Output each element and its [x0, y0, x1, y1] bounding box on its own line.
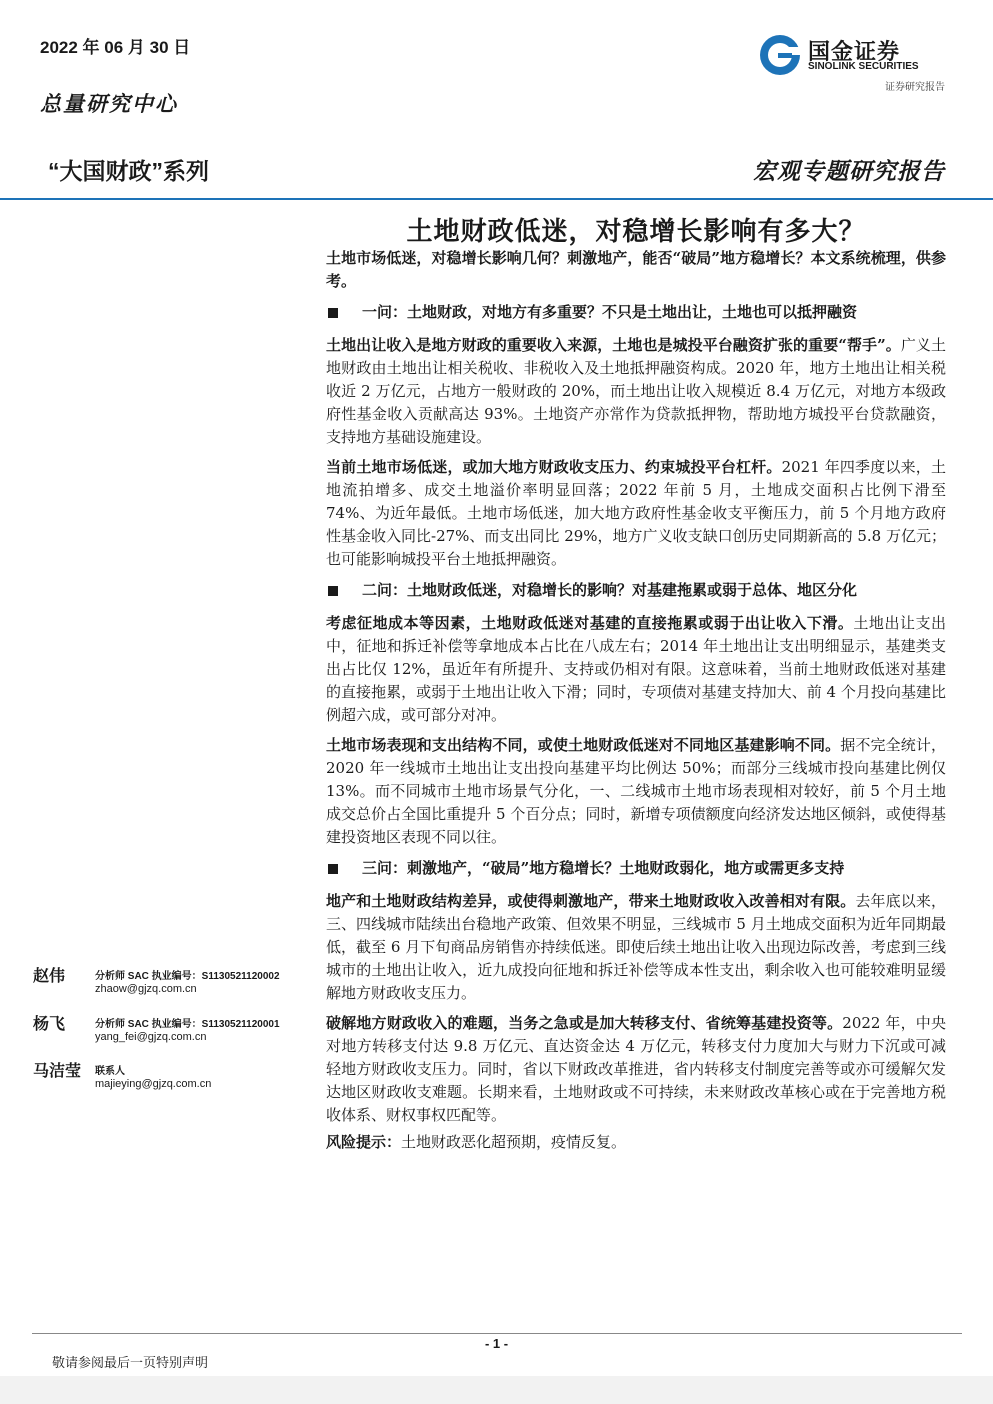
author-email[interactable]: yang_fei@gjzq.com.cn — [95, 1031, 207, 1043]
page-number: - 1 - — [484, 1336, 509, 1351]
paragraph-lead: 地产和土地财政结构差异，或使得刺激地产，带来土地财政收入改善相对有限。 — [326, 892, 856, 910]
bottom-bar — [0, 1376, 993, 1404]
paragraph-lead: 当前土地市场低迷，或加大地方财政收支压力、约束城投平台杠杆。 — [326, 458, 782, 476]
series-name: “大国财政”系列 — [48, 158, 209, 184]
report-category: 证券研究报告 — [885, 82, 945, 93]
author-role: 联系人 — [95, 1066, 125, 1077]
risk-label: 风险提示： — [326, 1133, 402, 1151]
paragraph-body: 土地出让支出中，征地和拆迁补偿等拿地成本占比在八成左右；2014 年土地出让支出明细显示，基建类支出占比仅 12%，虽近年有所提升、支持或仍相对有限。这意味着，当前土地财政低迷对基建的直接拖累，或弱于土地出让收入下滑；同时，专项债对基建支持加大、前 4 个月投向基建比例超六成，或可部分对冲。 — [326, 614, 946, 724]
section-heading — [326, 579, 946, 602]
header-divider — [0, 198, 993, 200]
section-heading — [326, 301, 946, 324]
author-role: 分析师 SAC 执业编号：S1130521120002 — [95, 971, 280, 982]
paragraph — [326, 334, 946, 449]
paragraph-lead: 土地出让收入是地方财政的重要收入来源，土地也是城投平台融资扩张的重要“帮手”。 — [326, 336, 901, 354]
author-name: 赵伟 — [33, 966, 66, 985]
author-name: 马洁莹 — [33, 1061, 82, 1080]
report-type: 宏观专题研究报告 — [753, 158, 945, 185]
bullet-square-icon — [328, 308, 338, 318]
footer-disclaimer: 敬请参阅最后一页特别声明 — [52, 1356, 209, 1371]
intro-summary: 土地市场低迷，对稳增长影响几何？刺激地产，能否“破局”地方稳增长？本文系统梳理，供参考。 — [326, 249, 946, 290]
footer-divider — [32, 1333, 962, 1334]
section-heading-text: 三问：刺激地产，“破局”地方稳增长？土地财政弱化，地方或需更多支持 — [362, 859, 845, 877]
paragraph-body: 据不完全统计，2020 年一线城市土地出让支出投向基建平均比例达 50%；而部分三线城市投向基建比例仅 13%。而不同城市土地市场景气分化，一、二线城市土地市场表现相对较好，前 5 个月土地成交总价占全国比重提升 5 个百分点；同时，新增专项债额度向经济发达地区倾斜，或使得基建投资地区表现不同以往。 — [326, 736, 946, 846]
logo-text-en: SINOLINK SECURITIES — [808, 61, 919, 72]
risk-note — [326, 1131, 626, 1152]
logo-text-cn: 国金证券 — [808, 39, 901, 64]
bullet-square-icon — [328, 864, 338, 874]
paragraph — [326, 1012, 946, 1127]
main-column — [326, 247, 946, 1134]
author-email[interactable]: zhaow@gjzq.com.cn — [95, 983, 197, 995]
logo-mark-icon — [758, 33, 802, 77]
paragraph — [326, 456, 946, 571]
paragraph — [326, 734, 946, 849]
report-title: 土地财政低迷，对稳增长影响有多大？ — [406, 217, 866, 247]
paragraph-body: 2022 年，中央对地方转移支付达 9.8 万亿元、直达资金达 4 万亿元，转移支付力度加大与财力下沉或可减轻地方财政收支压力。同时，省以下财政改革推进，省内转移支付制度完善等或亦可缓解欠发达地区财政收支难题。长期来看，土地财政或不可持续，未来财政改革核心或在于完善地方税收体系、财权事权匹配等。 — [326, 1014, 946, 1124]
paragraph — [326, 890, 946, 1005]
section-heading — [326, 857, 946, 880]
author-role: 分析师 SAC 执业编号：S1130521120001 — [95, 1019, 280, 1030]
paragraph — [326, 612, 946, 727]
author-name: 杨飞 — [33, 1014, 66, 1033]
research-center: 总量研究中心 — [40, 91, 178, 116]
report-date: 2022 年 06 月 30 日 — [40, 38, 191, 57]
paragraph-lead: 破解地方财政收入的难题，当务之急或是加大转移支付、省统筹基建投资等。 — [326, 1014, 843, 1032]
bullet-square-icon — [328, 586, 338, 596]
paragraph-lead: 土地市场表现和支出结构不同，或使土地财政低迷对不同地区基建影响不同。 — [326, 736, 841, 754]
section-heading-text: 二问：土地财政低迷，对稳增长的影响？对基建拖累或弱于总体、地区分化 — [362, 581, 858, 599]
paragraph-lead: 考虑征地成本等因素，土地财政低迷对基建的直接拖累或弱于出让收入下滑。 — [326, 614, 854, 632]
risk-text: 土地财政恶化超预期，疫情反复。 — [401, 1133, 627, 1151]
section-heading-text: 一问：土地财政，对地方有多重要？不只是土地出让，土地也可以抵押融资 — [362, 303, 858, 321]
paragraph-body: 广义土地财政由土地出让相关税收、非税收入及土地抵押融资构成。2020 年，地方土地出让相关税收近 2 万亿元，占地方一般财政的 20%，而土地出让收入规模近 8.4 万亿元，对地方本级政府性基金收入贡献高达 93%。土地资产亦常作为贷款抵押物，帮助地方城投平台贷款融资，支持地方基础设施建设。 — [326, 336, 946, 446]
paragraph-body: 2021 年四季度以来，土地流拍增多、成交土地溢价率明显回落；2022 年前 5 月，土地成交面积占比例下滑至 74%、为近年最低。土地市场低迷，加大地方政府性基金收支平衡压力，前 5 个月地方政府性基金收入同比-27%、而支出同比 29%，地方广义收支缺口创历史同期新高的 5.8 万亿元；也可能影响城投平台土地抵押融资。 — [326, 458, 946, 568]
author-email[interactable]: majieying@gjzq.com.cn — [95, 1078, 212, 1090]
paragraph-body: 去年底以来，三、四线城市陆续出台稳地产政策、但效果不明显，三线城市 5 月土地成交面积为近年同期最低，截至 6 月下旬商品房销售亦持续低迷。即使后续土地出让收入出现边际改善，考虑到三线城市的土地出让收入，近九成投向征地和拆迁补偿等成本性支出，剩余收入也可能较难明显缓解地方财政收支压力。 — [326, 892, 946, 1002]
